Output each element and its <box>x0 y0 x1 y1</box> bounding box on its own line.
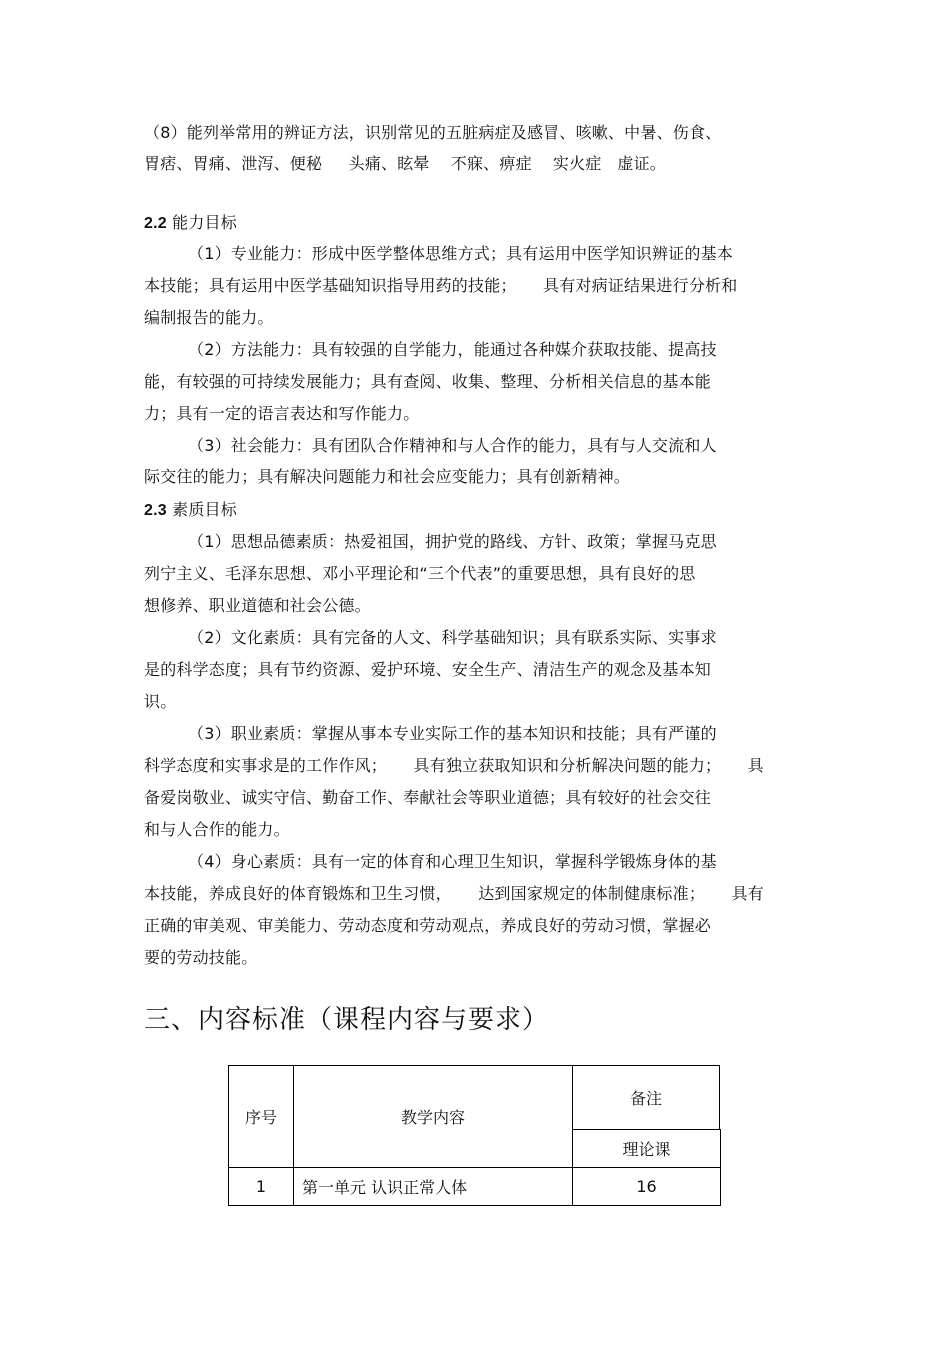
paragraph-line: （1）思想品德素质：热爱祖国，拥护党的路线、方针、政策；掌握马克思 <box>188 532 717 551</box>
paragraph-line: （3）社会能力：具有团队合作精神和与人合作的能力，具有与人交流和人 <box>188 436 717 455</box>
paragraph-line: 力；具有一定的语言表达和写作能力。 <box>144 404 420 423</box>
table-cell-theory: 16 <box>572 1167 721 1206</box>
section-heading-2-2 <box>144 213 237 234</box>
header-seq: 序号 <box>228 1065 294 1168</box>
paragraph-line: 识。 <box>144 692 177 711</box>
section-number: 2.3 <box>144 502 167 519</box>
table-cell-seq: 1 <box>228 1167 294 1206</box>
paragraph-line: 科学态度和实事求是的工作作风； 具有独立获取知识和分析解决问题的能力； 具 <box>144 756 764 775</box>
section-3-heading: 三、内容标准（课程内容与要求） <box>144 1005 550 1035</box>
paragraph-line: 列宁主义、毛泽东思想、邓小平理论和“三个代表”的重要思想，具有良好的思 <box>144 564 696 583</box>
header-remark: 备注 <box>572 1065 720 1130</box>
paragraph-line: 想修养、职业道德和社会公德。 <box>144 596 371 615</box>
paragraph-line: 正确的审美观、审美能力、劳动态度和劳动观点，养成良好的劳动习惯，掌握必 <box>144 916 712 935</box>
paragraph-line: 本技能；具有运用中医学基础知识指导用药的技能； 具有对病证结果进行分析和 <box>144 276 738 295</box>
section-title: 能力目标 <box>166 213 237 232</box>
paragraph-line: 要的劳动技能。 <box>144 948 258 967</box>
paragraph-line: 际交往的能力；具有解决问题能力和社会应变能力；具有创新精神。 <box>144 467 631 486</box>
paragraph-line: （3）职业素质：掌握从事本专业实际工作的基本知识和技能；具有严谨的 <box>188 724 717 743</box>
paragraph-line: （4）身心素质：具有一定的体育和心理卫生知识，掌握科学锻炼身体的基 <box>188 852 717 871</box>
paragraph-line: 能，有较强的可持续发展能力；具有查阅、收集、整理、分析相关信息的基本能 <box>144 372 712 391</box>
paragraph-line: 胃痞、胃痛、泄泻、便秘 头痛、眩晕 不寐、痹症 实火症 虚证。 <box>144 154 666 173</box>
paragraph-line: 编制报告的能力。 <box>144 308 274 327</box>
section-number: 2.2 <box>144 215 167 232</box>
paragraph-line: 备爱岗敬业、诚实守信、勤奋工作、奉献社会等职业道德；具有较好的社会交往 <box>144 788 712 807</box>
section-heading-2-3 <box>144 500 237 521</box>
header-content: 教学内容 <box>293 1065 573 1168</box>
paragraph-line: 和与人合作的能力。 <box>144 820 290 839</box>
paragraph-line: （8）能列举常用的辨证方法，识别常见的五脏病症及感冒、咳嗽、中暑、伤食、 <box>144 123 722 142</box>
table-cell-content: 第一单元 认识正常人体 <box>293 1167 573 1206</box>
section-title: 素质目标 <box>166 500 237 519</box>
paragraph-line: 本技能，养成良好的体育锻炼和卫生习惯， 达到国家规定的体制健康标准； 具有 <box>144 884 764 903</box>
paragraph-line: （2）方法能力：具有较强的自学能力，能通过各种媒介获取技能、提高技 <box>188 340 717 359</box>
paragraph-line: （1）专业能力：形成中医学整体思维方式；具有运用中医学知识辨证的基本 <box>188 244 733 263</box>
paragraph-line: （2）文化素质：具有完备的人文、科学基础知识；具有联系实际、实事求 <box>188 628 717 647</box>
header-theory: 理论课 <box>572 1129 721 1168</box>
paragraph-line: 是的科学态度；具有节约资源、爱护环境、安全生产、清洁生产的观念及基本知 <box>144 660 712 679</box>
